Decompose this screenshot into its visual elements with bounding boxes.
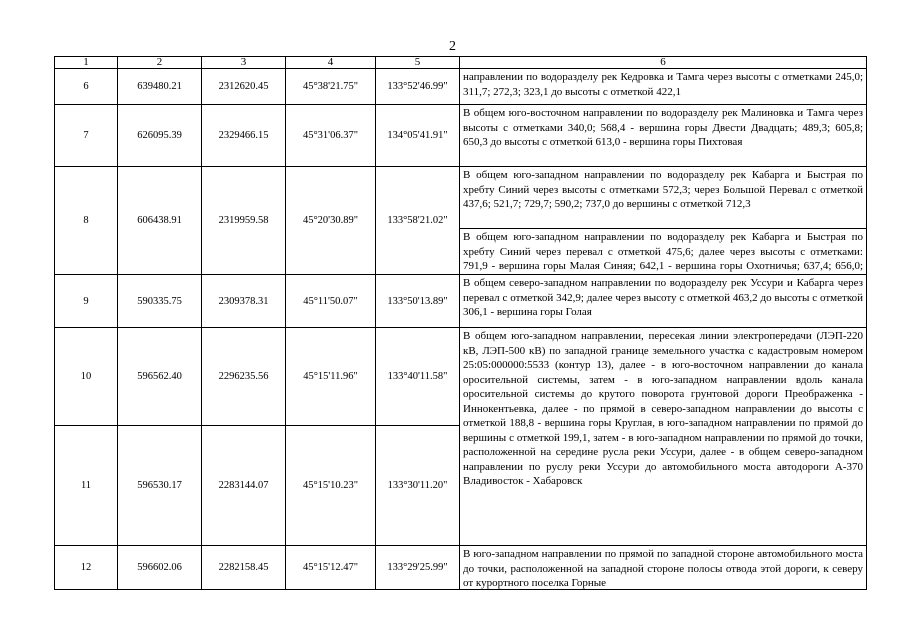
point-number: 10 <box>55 328 118 426</box>
longitude: 133°30'11.20" <box>376 426 460 546</box>
longitude: 133°58'21.02" <box>376 167 460 275</box>
header-col-5: 5 <box>376 57 460 69</box>
page-number: 2 <box>449 39 456 54</box>
longitude: 133°50'13.89" <box>376 275 460 328</box>
table-row <box>55 167 867 275</box>
description-cell <box>460 69 867 105</box>
boundary-description: В общем юго-западном направлении по водоразделу рек Кабарга и Быстрая по хребту Синий через перевал с отметкой 475,6; далее через высоты с отметками: 791,9 - вершина горы Малая Синяя; 642,1 - вершина горы Охотничья; 637,4; 656,0; <box>460 228 866 274</box>
description-cell <box>460 275 867 328</box>
header-col-4: 4 <box>286 57 376 69</box>
longitude: 133°40'11.58" <box>376 328 460 426</box>
latitude: 45°11'50.07" <box>286 275 376 328</box>
coord-x: 639480.21 <box>118 69 202 105</box>
header-col-2: 2 <box>118 57 202 69</box>
coord-y: 2296235.56 <box>202 328 286 426</box>
latitude: 45°15'12.47" <box>286 546 376 590</box>
table-row <box>55 328 867 426</box>
latitude: 45°31'06.37" <box>286 105 376 167</box>
point-number: 12 <box>55 546 118 590</box>
coord-y: 2319959.58 <box>202 167 286 275</box>
coord-x: 606438.91 <box>118 167 202 275</box>
coord-y: 2282158.45 <box>202 546 286 590</box>
coord-x: 626095.39 <box>118 105 202 167</box>
point-number: 6 <box>55 69 118 105</box>
coordinates-table <box>54 56 867 590</box>
description-cell <box>460 546 867 590</box>
boundary-description: В общем юго-западном направлении, пересекая линии электропередачи (ЛЭП-220 кВ, ЛЭП-500 кВ) по западной границе земельного участка с кадастровым номером 25:05:000000:5533 (контур 13), далее - в юго-восточном направлении до канала оросительной системы, затем - в юго-западном направлении вдоль канала оросительной системы до крутого поворота грунтовой дороги Преображенка - Иннокентьевка, далее - по прямой в северо-западном направлении до высоты с отметкой 188,8 - вершина горы Круглая, в юго-западном направлении по прямой до вершины с отметкой 199,1, затем - в юго-западном направлении по прямой до точки, расположенной на середине русла реки Уссури, далее - в общем северо-западном направлении по руслу реки Уссури до автомобильного моста автодороги А-370 Владивосток - Хабаровск <box>463 330 863 487</box>
longitude: 133°29'25.99" <box>376 546 460 590</box>
header-col-1: 1 <box>55 57 118 69</box>
boundary-description: В юго-западном направлении по прямой по западной стороне автомобильного моста до точки, расположенной на западной стороне полосы отвода этой дороги, к северу от курортного поселка Горные <box>463 548 863 589</box>
latitude: 45°15'11.96" <box>286 328 376 426</box>
boundary-description: В общем юго-западном направлении по водоразделу рек Кабарга и Быстрая по хребту Синий через высоты с отметками 572,3; через Большой Перевал с отметкой 437,6; 521,7; 729,7; 590,2; 737,0 до вершины с отметкой 712,3 <box>463 169 863 210</box>
table-row <box>55 105 867 167</box>
boundary-description: В общем северо-западном направлении по водоразделу рек Уссури и Кабарга через перевал с отметкой 342,9; далее через высоту с отметкой 463,2 до высоты с отметкой 306,1 - вершина горы Голая <box>463 277 863 318</box>
coord-x: 590335.75 <box>118 275 202 328</box>
coord-y: 2309378.31 <box>202 275 286 328</box>
coord-y: 2312620.45 <box>202 69 286 105</box>
table-header-row <box>55 57 867 69</box>
point-number: 8 <box>55 167 118 275</box>
coord-y: 2329466.15 <box>202 105 286 167</box>
longitude: 133°52'46.99" <box>376 69 460 105</box>
header-col-6: 6 <box>460 57 867 69</box>
coord-x: 596602.06 <box>118 546 202 590</box>
table-row <box>55 275 867 328</box>
table-row <box>55 546 867 590</box>
header-col-3: 3 <box>202 57 286 69</box>
latitude: 45°20'30.89" <box>286 167 376 275</box>
coord-x: 596562.40 <box>118 328 202 426</box>
point-number: 11 <box>55 426 118 546</box>
latitude: 45°15'10.23" <box>286 426 376 546</box>
boundary-description: направлении по водоразделу рек Кедровка и Тамга через высоты с отметками 245,0; 311,7; 272,3; 323,1 до высоты с отметкой 422,1 <box>463 71 863 98</box>
table-row <box>55 69 867 105</box>
boundary-description: В общем юго-восточном направлении по водоразделу рек Малиновка и Тамга через высоты с отметками 340,0; 568,4 - вершина горы Двести Двадцать; 489,3; 605,8; 650,3 до высоты с отметкой 613,0 - вершина горы Пихтовая <box>463 107 863 148</box>
coord-x: 596530.17 <box>118 426 202 546</box>
description-cell <box>460 328 867 546</box>
coord-y: 2283144.07 <box>202 426 286 546</box>
description-cell <box>460 167 867 275</box>
description-cell <box>460 105 867 167</box>
point-number: 9 <box>55 275 118 328</box>
latitude: 45°38'21.75" <box>286 69 376 105</box>
point-number: 7 <box>55 105 118 167</box>
longitude: 134°05'41.91" <box>376 105 460 167</box>
